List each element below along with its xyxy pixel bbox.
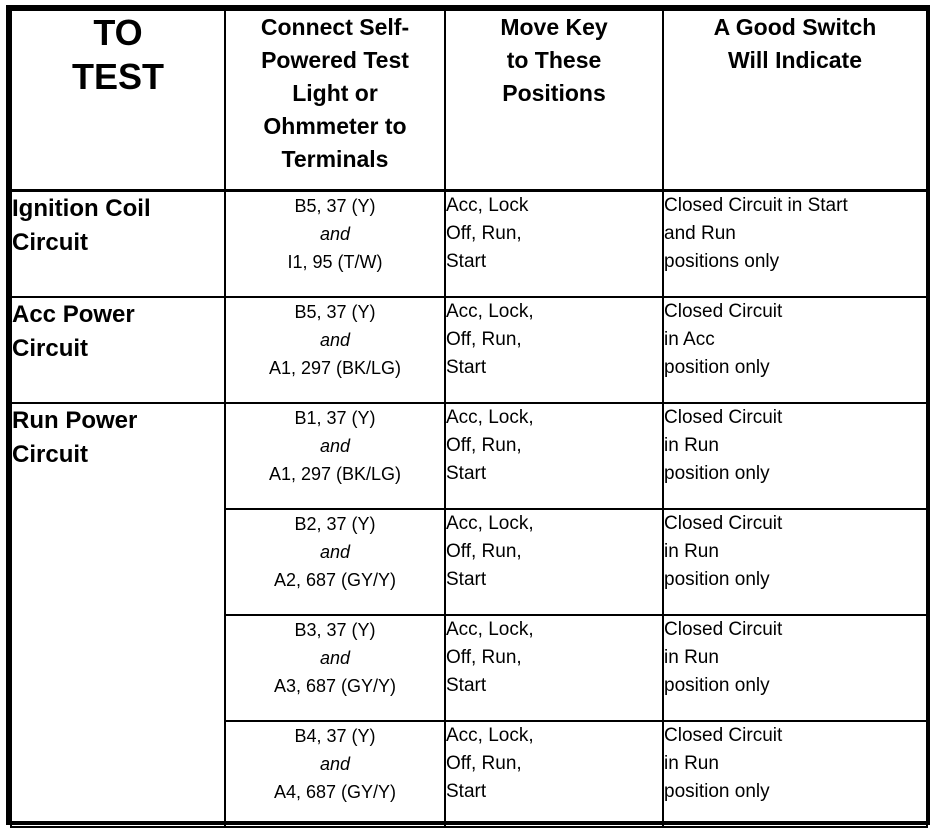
key-position-line3: Start: [446, 781, 487, 802]
header-move-key: [445, 10, 663, 191]
test-name-acc-power: [11, 297, 225, 403]
terminal-a: B4, 37 (Y): [294, 726, 376, 746]
header-connect-line5: Terminals: [281, 146, 389, 172]
key-positions-cell: [445, 403, 663, 509]
terminals-cell: [225, 191, 445, 298]
test-name-line1: Acc Power: [12, 301, 135, 328]
terminal-b: A4, 687 (GY/Y): [273, 782, 397, 802]
result-line2: in Acc: [664, 329, 715, 350]
header-to-test: [11, 10, 225, 191]
test-name-line1: Ignition Coil: [12, 195, 151, 222]
key-position-line1: Acc, Lock,: [446, 301, 534, 322]
header-move-key-line1: Move Key: [500, 14, 608, 40]
result-line2: in Run: [664, 647, 719, 668]
test-name-run-power: [11, 403, 225, 827]
terminal-joiner: and: [319, 754, 351, 774]
key-position-line3: Start: [446, 569, 487, 590]
key-position-line1: Acc, Lock,: [446, 725, 534, 746]
terminal-a: B2, 37 (Y): [294, 514, 376, 534]
result-line1: Closed Circuit: [664, 619, 783, 640]
terminals-cell: [225, 615, 445, 721]
result-line3: position only: [664, 569, 770, 590]
header-row: [11, 10, 927, 191]
header-good-switch-line1: A Good Switch: [713, 14, 877, 40]
terminal-a: B5, 37 (Y): [294, 196, 376, 216]
key-position-line1: Acc, Lock,: [446, 513, 534, 534]
header-connect-line2: Powered Test: [261, 47, 409, 73]
terminal-joiner: and: [319, 648, 351, 668]
key-position-line1: Acc, Lock: [446, 195, 529, 216]
result-line1: Closed Circuit in Start: [664, 195, 848, 216]
result-line2: and Run: [664, 223, 736, 244]
table-row-run-power-1: [11, 403, 927, 509]
header-move-key-line2: to These: [506, 47, 602, 73]
key-position-line2: Off, Run,: [446, 223, 522, 244]
key-positions-cell: [445, 509, 663, 615]
terminal-a: B1, 37 (Y): [294, 408, 376, 428]
key-positions-cell: [445, 297, 663, 403]
result-line2: in Run: [664, 435, 719, 456]
key-positions-cell: [445, 721, 663, 827]
key-positions-cell: [445, 615, 663, 721]
header-move-key-line3: Positions: [502, 80, 606, 106]
expected-result-cell: [663, 297, 927, 403]
header-connect-line4: Ohmmeter to: [263, 113, 407, 139]
key-position-line1: Acc, Lock,: [446, 619, 534, 640]
terminals-cell: [225, 297, 445, 403]
header-connect-line1: Connect Self-: [260, 14, 410, 40]
table-row-ignition-coil: [11, 191, 927, 298]
key-position-line2: Off, Run,: [446, 329, 522, 350]
terminal-b: A2, 687 (GY/Y): [273, 570, 397, 590]
key-position-line1: Acc, Lock,: [446, 407, 534, 428]
terminals-cell: [225, 509, 445, 615]
header-good-switch-line2: Will Indicate: [728, 47, 862, 73]
result-line3: positions only: [664, 251, 780, 272]
key-position-line2: Off, Run,: [446, 435, 522, 456]
expected-result-cell: [663, 721, 927, 827]
terminal-a: B3, 37 (Y): [294, 620, 376, 640]
expected-result-cell: [663, 509, 927, 615]
terminal-joiner: and: [319, 224, 351, 244]
terminal-a: B5, 37 (Y): [294, 302, 376, 322]
header-to-test-line1: TO: [93, 12, 143, 53]
key-position-line3: Start: [446, 675, 487, 696]
result-line3: position only: [664, 675, 770, 696]
result-line3: position only: [664, 463, 770, 484]
terminal-b: A1, 297 (BK/LG): [268, 358, 402, 378]
expected-result-cell: [663, 403, 927, 509]
expected-result-cell: [663, 615, 927, 721]
terminal-b: A3, 687 (GY/Y): [273, 676, 397, 696]
result-line1: Closed Circuit: [664, 407, 783, 428]
table-row-acc-power: [11, 297, 927, 403]
test-name-ignition-coil: [11, 191, 225, 298]
expected-result-cell: [663, 191, 927, 298]
terminal-joiner: and: [319, 542, 351, 562]
switch-test-table: [10, 9, 928, 828]
test-name-line2: Circuit: [12, 441, 89, 468]
key-position-line2: Off, Run,: [446, 753, 522, 774]
result-line3: position only: [664, 357, 770, 378]
key-positions-cell: [445, 191, 663, 298]
test-name-line2: Circuit: [12, 335, 89, 362]
test-name-line1: Run Power: [12, 407, 138, 434]
terminal-b: A1, 297 (BK/LG): [268, 464, 402, 484]
result-line3: position only: [664, 781, 770, 802]
header-to-test-line2: TEST: [71, 56, 164, 97]
key-position-line3: Start: [446, 357, 487, 378]
terminal-joiner: and: [319, 436, 351, 456]
header-connect-terminals: [225, 10, 445, 191]
key-position-line3: Start: [446, 463, 487, 484]
result-line1: Closed Circuit: [664, 301, 783, 322]
terminal-joiner: and: [319, 330, 351, 350]
key-position-line2: Off, Run,: [446, 541, 522, 562]
terminals-cell: [225, 721, 445, 827]
header-good-switch: [663, 10, 927, 191]
result-line1: Closed Circuit: [664, 725, 783, 746]
terminal-b: I1, 95 (T/W): [287, 252, 383, 272]
key-position-line2: Off, Run,: [446, 647, 522, 668]
result-line2: in Run: [664, 541, 719, 562]
result-line1: Closed Circuit: [664, 513, 783, 534]
header-connect-line3: Light or: [292, 80, 378, 106]
test-name-line2: Circuit: [12, 229, 89, 256]
key-position-line3: Start: [446, 251, 487, 272]
terminals-cell: [225, 403, 445, 509]
result-line2: in Run: [664, 753, 719, 774]
